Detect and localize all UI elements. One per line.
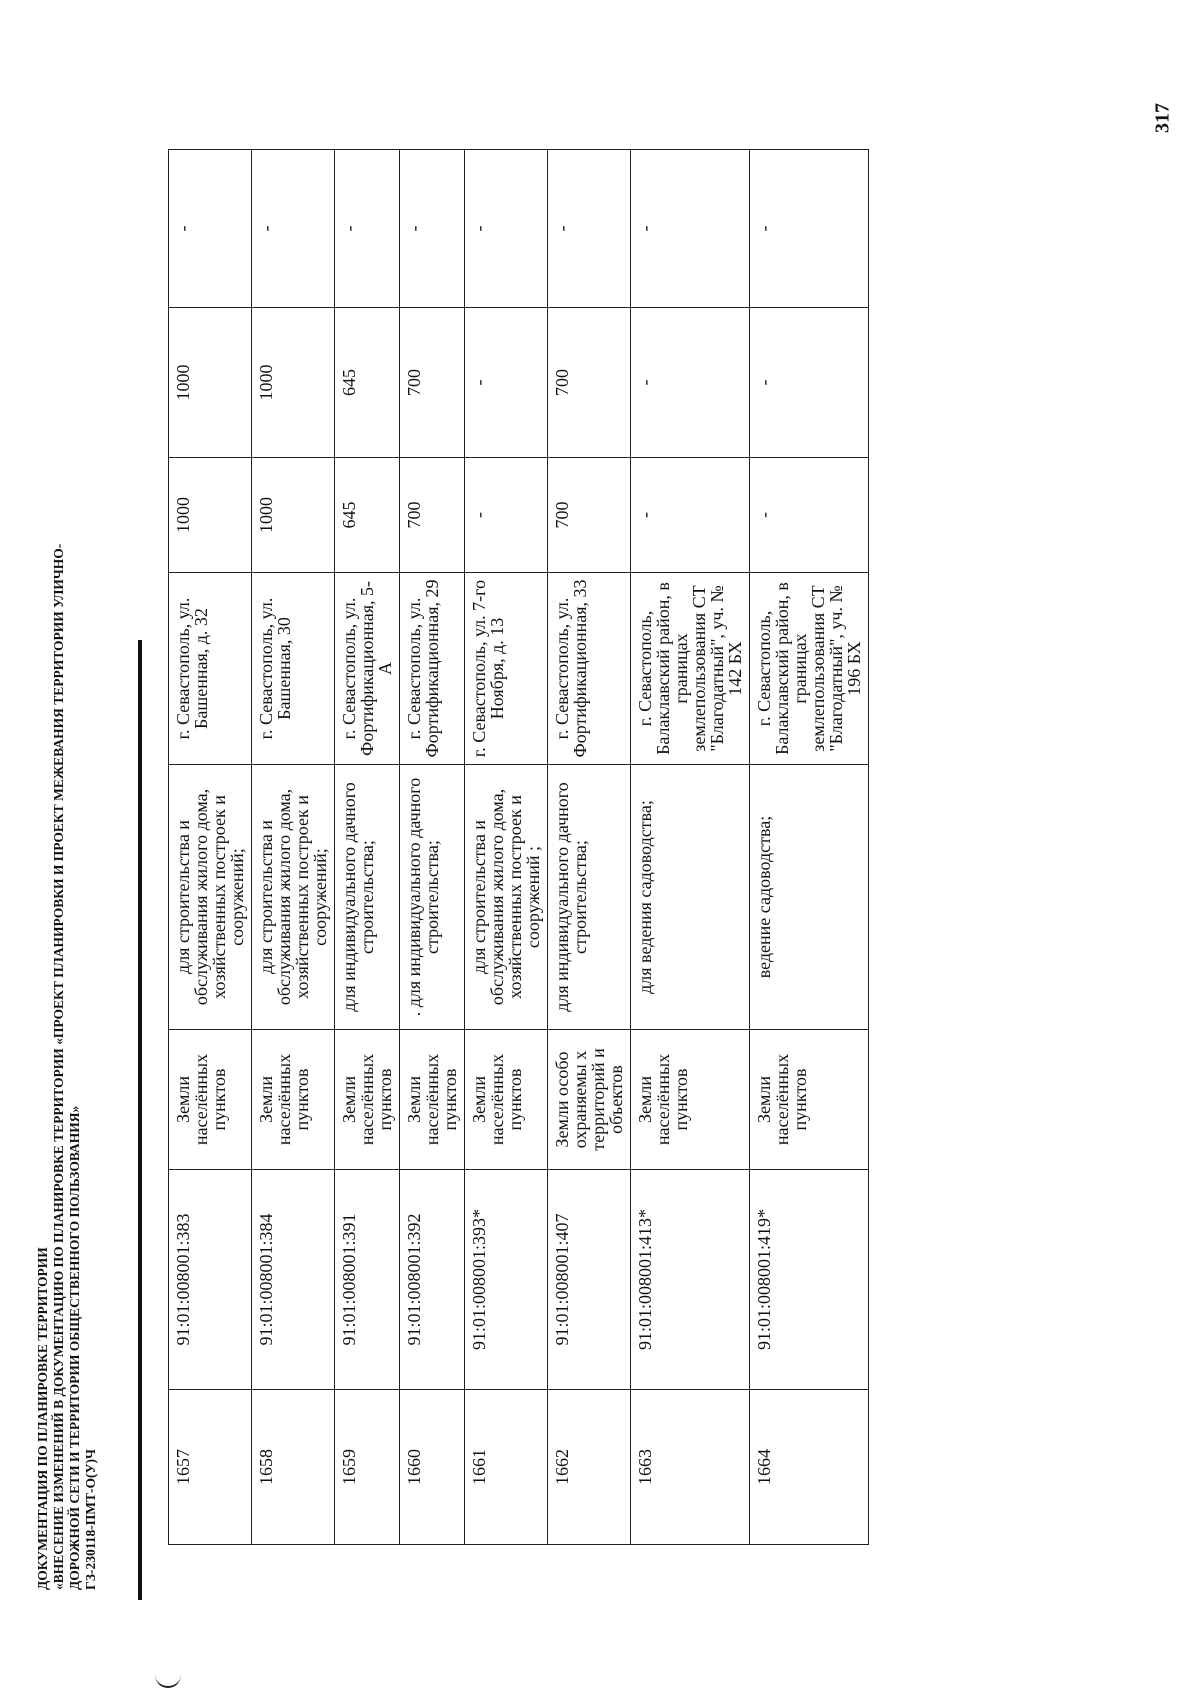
area-value: 1000 [252, 308, 335, 458]
header-line: ГЗ-230118-ПМТ-О(У)Ч [83, 1449, 98, 1590]
land-category: Земли населённых пунктов [169, 1030, 252, 1170]
area-value: 1000 [169, 308, 252, 458]
row-number: 1658 [252, 1390, 335, 1545]
row-number: 1662 [548, 1390, 631, 1545]
page-number: 317 [1151, 103, 1174, 133]
area-value: 645 [335, 308, 400, 458]
header-line: ДОРОЖНОЙ СЕТИ И ТЕРРИТОРИИ ОБЩЕСТВЕННОГО ПОЛЬЗОВАНИЯ» [67, 1105, 82, 1590]
permitted-use: для индивидуального дачного строительства; [335, 765, 400, 1030]
address: г. Севастополь, ул. Фортификационная, 33 [548, 573, 631, 765]
address: г. Севастополь, ул. Башенная, 30 [252, 573, 335, 765]
area-value: - [631, 458, 750, 573]
land-category: Земли населённых пунктов [750, 1030, 869, 1170]
permitted-use: для строительства и обслуживания жилого дома, хозяйственных построек и сооружений ; [465, 765, 548, 1030]
table-row [400, 150, 465, 1545]
extra-value: - [252, 150, 335, 308]
area-value: 1000 [169, 458, 252, 573]
land-category: Земли населённых пунктов [335, 1030, 400, 1170]
area-value: - [750, 458, 869, 573]
land-category: Земли населённых пунктов [400, 1030, 465, 1170]
cadastral-number: 91:01:008001:392 [400, 1170, 465, 1390]
cadastral-number: 91:01:008001:391 [335, 1170, 400, 1390]
address: г. Севастополь, ул. 7-го Ноября, д. 13 [465, 573, 548, 765]
extra-value: - [400, 150, 465, 308]
permitted-use: ведение садоводства; [750, 765, 869, 1030]
permitted-use: . для индивидуального дачного строительства; [400, 765, 465, 1030]
document-header [35, 543, 99, 1590]
table-row [252, 150, 335, 1545]
cadastral-number: 91:01:008001:413* [631, 1170, 750, 1390]
extra-value: - [335, 150, 400, 308]
land-plots-table [168, 149, 869, 1545]
land-category: Земли населённых пунктов [631, 1030, 750, 1170]
area-value: - [631, 308, 750, 458]
extra-value: - [548, 150, 631, 308]
row-number: 1657 [169, 1390, 252, 1545]
permitted-use: для ведения садоводства; [631, 765, 750, 1030]
address: г. Севастополь, Балаклавский район, в границах землепользования СТ "Благодатный", уч. № 142 БХ [631, 573, 750, 765]
address: г. Севастополь, ул. Башенная, д. 32 [169, 573, 252, 765]
land-category: Земли особо охраняемы х территорий и объектов [548, 1030, 631, 1170]
row-number: 1664 [750, 1390, 869, 1545]
table-row [631, 150, 750, 1545]
land-category: Земли населённых пунктов [252, 1030, 335, 1170]
area-value: 700 [548, 458, 631, 573]
row-number: 1660 [400, 1390, 465, 1545]
extra-value: - [169, 150, 252, 308]
area-value: 1000 [252, 458, 335, 573]
header-line: «ВНЕСЕНИЕ ИЗМЕНЕНИЙ В ДОКУМЕНТАЦИЮ ПО ПЛАНИРОВКЕ ТЕРРИТОРИИ «ПРОЕКТ ПЛАНИРОВКИ И ПРОЕКТ МЕЖЕВАНИЯ ТЕРРИТОРИИ УЛИЧНО- [51, 543, 66, 1590]
area-value: - [465, 458, 548, 573]
area-value: 645 [335, 458, 400, 573]
land-category: Земли населённых пунктов [465, 1030, 548, 1170]
extra-value: - [465, 150, 548, 308]
cadastral-number: 91:01:008001:383 [169, 1170, 252, 1390]
row-number: 1661 [465, 1390, 548, 1545]
extra-value: - [750, 150, 869, 308]
area-value: 700 [548, 308, 631, 458]
table-row [335, 150, 400, 1545]
area-value: 700 [400, 458, 465, 573]
area-value: 700 [400, 308, 465, 458]
address: г. Севастополь, Балаклавский район, в границах землепользования СТ "Благодатный", уч. № 196 БХ [750, 573, 869, 765]
permitted-use: для строительства и обслуживания жилого дома, хозяйственных построек и сооружений; [252, 765, 335, 1030]
cadastral-number: 91:01:008001:384 [252, 1170, 335, 1390]
cadastral-number: 91:01:008001:419* [750, 1170, 869, 1390]
margin-mark [155, 1672, 181, 1688]
permitted-use: для строительства и обслуживания жилого дома, хозяйственных построек и сооружений; [169, 765, 252, 1030]
table-row [169, 150, 252, 1545]
land-plots-table-container [168, 150, 869, 1545]
extra-value: - [631, 150, 750, 308]
row-number: 1663 [631, 1390, 750, 1545]
cadastral-number: 91:01:008001:393* [465, 1170, 548, 1390]
permitted-use: для индивидуального дачного строительства; [548, 765, 631, 1030]
address: г. Севастополь, ул. Фортификационная, 5-А [335, 573, 400, 765]
address: г. Севастополь, ул. Фортификационная, 29 [400, 573, 465, 765]
table-row [548, 150, 631, 1545]
header-line: ДОКУМЕНТАЦИЯ ПО ПЛАНИРОВКЕ ТЕРРИТОРИИ [35, 1247, 50, 1590]
table-row [750, 150, 869, 1545]
table-row [465, 150, 548, 1545]
area-value: - [750, 308, 869, 458]
area-value: - [465, 308, 548, 458]
row-number: 1659 [335, 1390, 400, 1545]
cadastral-number: 91:01:008001:407 [548, 1170, 631, 1390]
header-divider [138, 640, 142, 1600]
